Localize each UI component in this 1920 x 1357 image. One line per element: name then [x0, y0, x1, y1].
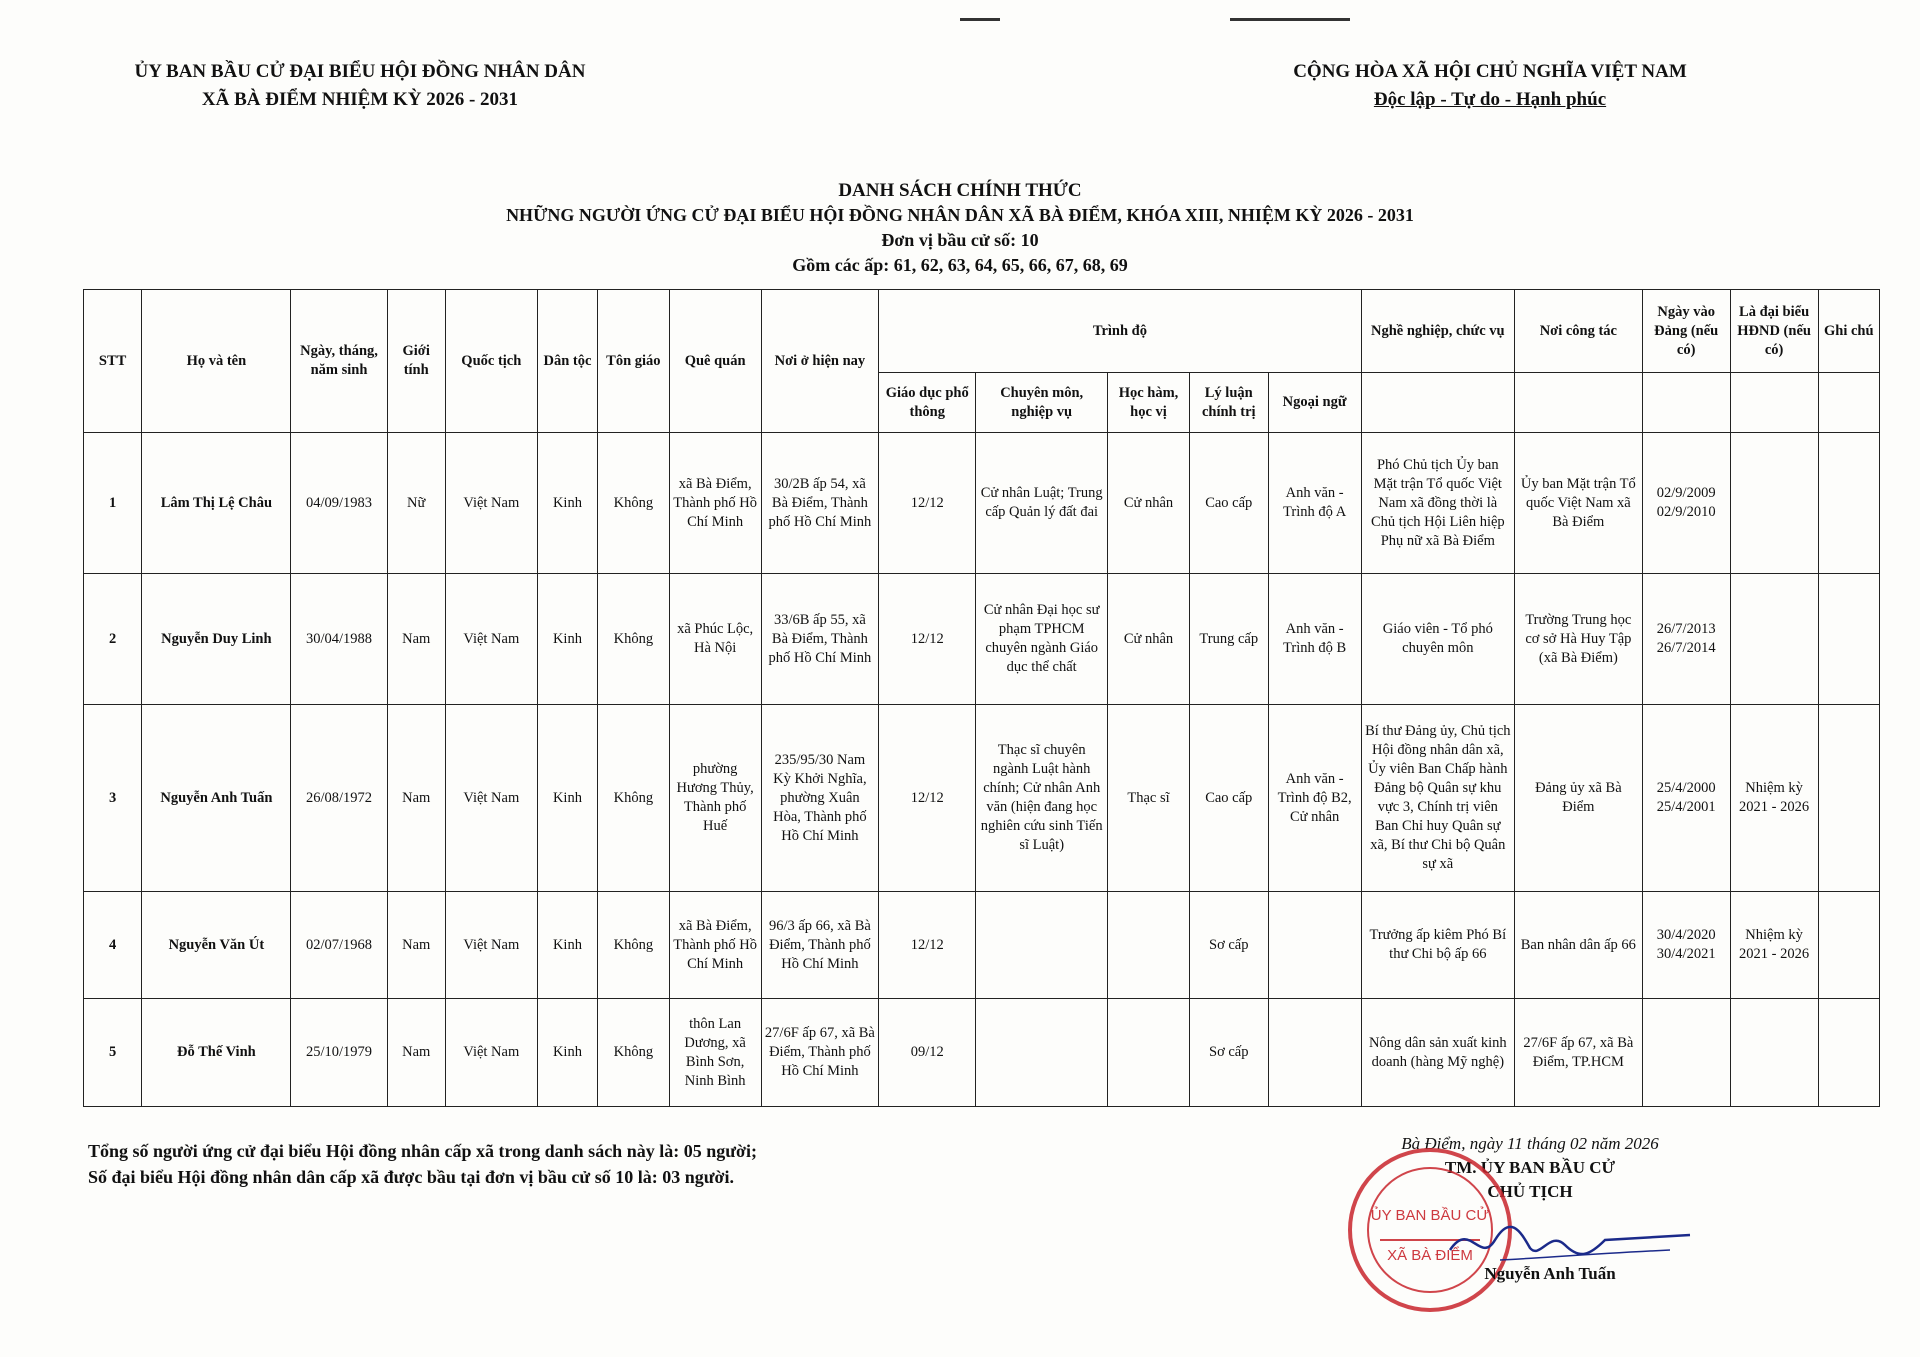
row-politics: Trung cấp — [1189, 574, 1268, 705]
row-hometown: xã Phúc Lộc, Hà Nội — [669, 574, 761, 705]
motto: Độc lập - Tự do - Hạnh phúc — [1373, 89, 1607, 110]
row-degree: Cử nhân — [1108, 574, 1190, 705]
row-name: Lâm Thị Lệ Châu — [142, 433, 291, 574]
issuer-line-2: XÃ BÀ ĐIỂM NHIỆM KỲ 2026 - 2031 — [201, 89, 519, 110]
row-occupation: Nông dân sản xuất kinh doanh (hàng Mỹ nghệ) — [1361, 999, 1514, 1107]
row-occupation: Trưởng ấp kiêm Phó Bí thư Chi bộ ấp 66 — [1361, 892, 1514, 999]
title-line-1: DANH SÁCH CHÍNH THỨC — [838, 180, 1082, 201]
row-party: 26/7/2013 26/7/2014 — [1642, 574, 1730, 705]
row-workplace: 27/6F ấp 67, xã Bà Điểm, TP.HCM — [1514, 999, 1642, 1107]
row-religion: Không — [598, 433, 670, 574]
row-general: 12/12 — [879, 892, 976, 999]
handwritten-signature-icon — [1440, 1210, 1700, 1270]
row-specialty: Thạc sĩ chuyên ngành Luật hành chính; Cử nhân Anh văn (hiện đang học nghiên cứu sinh Tiến sĩ Luật) — [976, 705, 1108, 892]
header-occupation: Nghề nghiệp, chức vụ — [1361, 290, 1514, 373]
row-delegate — [1730, 433, 1818, 574]
row-dob: 02/07/1968 — [291, 892, 387, 999]
row-ethnic: Kinh — [537, 705, 597, 892]
row-religion: Không — [598, 574, 670, 705]
row-nationality: Việt Nam — [445, 433, 537, 574]
scan-mark — [960, 18, 1000, 21]
row-occupation: Phó Chủ tịch Ủy ban Mặt trận Tổ quốc Việt Nam xã đồng thời là Chủ tịch Hội Liên hiệp Phụ nữ xã Bà Điểm — [1361, 433, 1514, 574]
row-residence: 30/2B ấp 54, xã Bà Điểm, Thành phố Hồ Chí Minh — [761, 433, 879, 574]
row-religion: Không — [598, 892, 670, 999]
row-gender: Nam — [387, 999, 445, 1107]
row-hometown: xã Bà Điểm, Thành phố Hồ Chí Minh — [669, 892, 761, 999]
row-note — [1818, 705, 1879, 892]
header-party: Ngày vào Đảng (nếu có) — [1642, 290, 1730, 373]
row-politics: Sơ cấp — [1189, 999, 1268, 1107]
row-delegate: Nhiệm kỳ 2021 - 2026 — [1730, 892, 1818, 999]
row-stt: 2 — [84, 574, 142, 705]
row-name: Nguyễn Văn Út — [142, 892, 291, 999]
header-delegate: Là đại biểu HĐND (nếu có) — [1730, 290, 1818, 373]
row-workplace: Trường Trung học cơ sở Hà Huy Tập (xã Bà Điểm) — [1514, 574, 1642, 705]
table-row — [84, 999, 1880, 1107]
header-education: Trình độ — [879, 290, 1361, 373]
row-specialty: Cử nhân Luật; Trung cấp Quản lý đất đai — [976, 433, 1108, 574]
row-workplace: Ban nhân dân ấp 66 — [1514, 892, 1642, 999]
row-residence: 235/95/30 Nam Kỳ Khởi Nghĩa, phường Xuân Hòa, Thành phố Hồ Chí Minh — [761, 705, 879, 892]
row-note — [1818, 999, 1879, 1107]
row-language — [1268, 892, 1361, 999]
row-general: 12/12 — [879, 705, 976, 892]
header-workplace: Nơi công tác — [1514, 290, 1642, 373]
issuer-header — [100, 58, 620, 114]
header-note: Ghi chú — [1818, 290, 1879, 373]
issuer-line-1: ỦY BAN BẦU CỬ ĐẠI BIỂU HỘI ĐỒNG NHÂN DÂN — [134, 61, 586, 82]
table-row — [84, 892, 1880, 999]
row-hometown: phường Hương Thủy, Thành phố Huế — [669, 705, 761, 892]
country-name: CỘNG HÒA XÃ HỘI CHỦ NGHĨA VIỆT NAM — [1293, 61, 1687, 82]
row-workplace: Đảng ủy xã Bà Điểm — [1514, 705, 1642, 892]
row-party: 02/9/2009 02/9/2010 — [1642, 433, 1730, 574]
sign-date: Bà Điểm, ngày 11 tháng 02 năm 2026 — [1401, 1134, 1659, 1153]
row-stt: 1 — [84, 433, 142, 574]
row-party: 30/4/2020 30/4/2021 — [1642, 892, 1730, 999]
row-dob: 04/09/1983 — [291, 433, 387, 574]
row-general: 12/12 — [879, 574, 976, 705]
header-nationality: Quốc tịch — [445, 290, 537, 433]
signer-name: Nguyễn Anh Tuấn — [1484, 1264, 1616, 1283]
row-nationality: Việt Nam — [445, 705, 537, 892]
row-politics: Sơ cấp — [1189, 892, 1268, 999]
row-occupation: Giáo viên - Tổ phó chuyên môn — [1361, 574, 1514, 705]
header-name: Họ và tên — [142, 290, 291, 433]
row-residence: 27/6F ấp 67, xã Bà Điểm, Thành phố Hồ Chí Minh — [761, 999, 879, 1107]
header-gender: Giới tính — [387, 290, 445, 433]
row-gender: Nam — [387, 705, 445, 892]
title-line-2: NHỮNG NGƯỜI ỨNG CỬ ĐẠI BIỂU HỘI ĐỒNG NHÂN DÂN XÃ BÀ ĐIỂM, KHÓA XIII, NHIỆM KỲ 2026 - 2031 — [506, 205, 1414, 225]
row-nationality: Việt Nam — [445, 999, 537, 1107]
row-residence: 96/3 ấp 66, xã Bà Điểm, Thành phố Hồ Chí Minh — [761, 892, 879, 999]
row-name: Nguyễn Duy Linh — [142, 574, 291, 705]
row-note — [1818, 433, 1879, 574]
row-language: Anh văn - Trình độ B2, Cử nhân — [1268, 705, 1361, 892]
row-religion: Không — [598, 705, 670, 892]
table-row — [84, 705, 1880, 892]
row-dob: 26/08/1972 — [291, 705, 387, 892]
row-name: Nguyễn Anh Tuấn — [142, 705, 291, 892]
scan-mark — [1230, 18, 1350, 21]
row-hometown: xã Bà Điểm, Thành phố Hồ Chí Minh — [669, 433, 761, 574]
sign-line-2: CHỦ TỊCH — [1487, 1182, 1573, 1201]
row-dob: 25/10/1979 — [291, 999, 387, 1107]
summary-line-1: Tổng số người ứng cử đại biểu Hội đồng nhân cấp xã trong danh sách này là: 05 người; — [88, 1141, 757, 1161]
header-residence: Nơi ở hiện nay — [761, 290, 879, 433]
row-degree: Thạc sĩ — [1108, 705, 1190, 892]
header-religion: Tôn giáo — [598, 290, 670, 433]
title-line-4: Gồm các ấp: 61, 62, 63, 64, 65, 66, 67, 68, 69 — [792, 255, 1128, 275]
row-hometown: thôn Lan Dương, xã Bình Sơn, Ninh Bình — [669, 999, 761, 1107]
row-dob: 30/04/1988 — [291, 574, 387, 705]
header-dob: Ngày, tháng, năm sinh — [291, 290, 387, 433]
row-religion: Không — [598, 999, 670, 1107]
header-specialty: Chuyên môn, nghiệp vụ — [976, 373, 1108, 433]
row-language: Anh văn - Trình độ B — [1268, 574, 1361, 705]
row-ethnic: Kinh — [537, 433, 597, 574]
row-nationality: Việt Nam — [445, 892, 537, 999]
row-general: 12/12 — [879, 433, 976, 574]
row-specialty — [976, 999, 1108, 1107]
svg-text:XÃ BÀ ĐIỂM: XÃ BÀ ĐIỂM — [1387, 1247, 1473, 1264]
row-degree — [1108, 999, 1190, 1107]
header-general-education: Giáo dục phổ thông — [879, 373, 976, 433]
summary-line-2: Số đại biểu Hội đồng nhân dân cấp xã được bầu tại đơn vị bầu cử số 10 là: 03 người. — [88, 1167, 734, 1187]
row-party — [1642, 999, 1730, 1107]
row-note — [1818, 574, 1879, 705]
row-ethnic: Kinh — [537, 999, 597, 1107]
row-degree: Cử nhân — [1108, 433, 1190, 574]
candidate-table — [83, 289, 1880, 1107]
row-gender: Nữ — [387, 433, 445, 574]
header-degree: Học hàm, học vị — [1108, 373, 1190, 433]
header-hometown: Quê quán — [669, 290, 761, 433]
row-stt: 3 — [84, 705, 142, 892]
row-party: 25/4/2000 25/4/2001 — [1642, 705, 1730, 892]
row-language — [1268, 999, 1361, 1107]
row-delegate: Nhiệm kỳ 2021 - 2026 — [1730, 705, 1818, 892]
header-language: Ngoại ngữ — [1268, 373, 1361, 433]
summary-notes — [88, 1138, 757, 1190]
row-residence: 33/6B ấp 55, xã Bà Điểm, Thành phố Hồ Chí Minh — [761, 574, 879, 705]
row-stt: 4 — [84, 892, 142, 999]
row-politics: Cao cấp — [1189, 705, 1268, 892]
row-workplace: Ủy ban Mặt trận Tổ quốc Việt Nam xã Bà Điểm — [1514, 433, 1642, 574]
row-degree — [1108, 892, 1190, 999]
row-general: 09/12 — [879, 999, 976, 1107]
row-politics: Cao cấp — [1189, 433, 1268, 574]
document-title — [0, 178, 1920, 278]
row-gender: Nam — [387, 892, 445, 999]
row-language: Anh văn - Trình độ A — [1268, 433, 1361, 574]
header-ethnic: Dân tộc — [537, 290, 597, 433]
row-occupation: Bí thư Đảng ủy, Chủ tịch Hội đồng nhân dân xã, Ủy viên Ban Chấp hành Đảng bộ Quân sự khu vực 3, Chính trị viên Ban Chỉ huy Quân sự xã, Bí thư Chi bộ Quân sự xã — [1361, 705, 1514, 892]
header-politics: Lý luận chính trị — [1189, 373, 1268, 433]
header-stt: STT — [84, 290, 142, 433]
national-motto — [1260, 58, 1720, 114]
sign-line-1: TM. ỦY BAN BẦU CỬ — [1444, 1158, 1616, 1177]
row-nationality: Việt Nam — [445, 574, 537, 705]
row-delegate — [1730, 574, 1818, 705]
row-delegate — [1730, 999, 1818, 1107]
row-specialty — [976, 892, 1108, 999]
row-specialty: Cử nhân Đại học sư phạm TPHCM chuyên ngành Giáo dục thể chất — [976, 574, 1108, 705]
title-line-3: Đơn vị bầu cử số: 10 — [881, 230, 1039, 250]
table-row — [84, 574, 1880, 705]
row-note — [1818, 892, 1879, 999]
row-stt: 5 — [84, 999, 142, 1107]
row-name: Đỗ Thế Vinh — [142, 999, 291, 1107]
row-ethnic: Kinh — [537, 574, 597, 705]
svg-text:ỦY BAN BẦU CỬ: ỦY BAN BẦU CỬ — [1370, 1207, 1490, 1224]
table-row — [84, 433, 1880, 574]
row-ethnic: Kinh — [537, 892, 597, 999]
row-gender: Nam — [387, 574, 445, 705]
